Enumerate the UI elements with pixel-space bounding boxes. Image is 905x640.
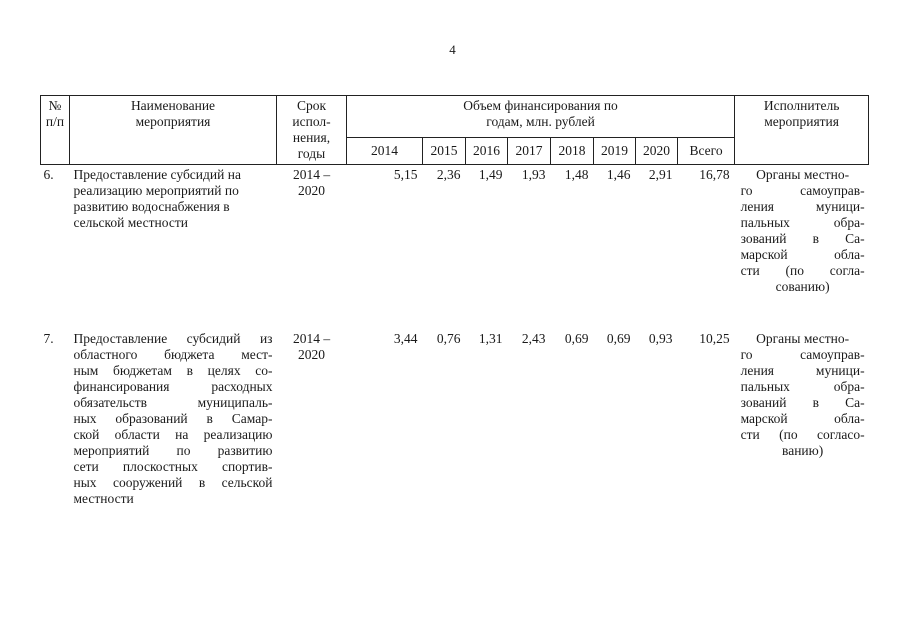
row-num: 6. bbox=[43, 167, 54, 182]
name-line: областного бюджета мест- bbox=[73, 347, 273, 362]
value-2019: 1,46 bbox=[606, 167, 631, 182]
value-2014: 3,44 bbox=[393, 331, 418, 346]
header-executor: Исполнитель мероприятия bbox=[735, 96, 869, 165]
value-2014: 5,15 bbox=[393, 167, 418, 182]
value-2018: 0,69 bbox=[564, 331, 589, 346]
name-line: ных сооружений в сельской bbox=[73, 475, 273, 490]
name-line: ных образований в Самар- bbox=[73, 411, 273, 426]
value-2017: 1,93 bbox=[521, 167, 546, 182]
name-line: ным бюджетам в целях со- bbox=[73, 363, 273, 378]
value-2020: 2,91 bbox=[648, 167, 673, 182]
header-total: Всего bbox=[678, 138, 735, 165]
executor-line: сти (по согла- bbox=[740, 263, 865, 278]
executor-line: ления муници- bbox=[740, 363, 865, 378]
value-2015: 0,76 bbox=[436, 331, 461, 346]
value-2017: 2,43 bbox=[521, 331, 546, 346]
executor-line: сованию) bbox=[775, 279, 830, 294]
term-line: 2014 – bbox=[292, 331, 331, 346]
executor-line: пальных обра- bbox=[740, 379, 865, 394]
row-name bbox=[70, 317, 277, 531]
executor-line: го самоуправ- bbox=[740, 183, 865, 198]
header-year-2018: 2018 bbox=[551, 138, 594, 165]
executor-line: зований в Са- bbox=[740, 395, 865, 410]
executor-line: Органы местно- bbox=[756, 167, 850, 182]
name-line: Предоставление субсидий из bbox=[73, 331, 273, 346]
value-2016: 1,31 bbox=[478, 331, 503, 346]
term-line: 2020 bbox=[298, 183, 325, 198]
header-year-2020: 2020 bbox=[636, 138, 678, 165]
row-term bbox=[277, 317, 347, 531]
header-year-2017: 2017 bbox=[508, 138, 551, 165]
executor-line: сти (по согласо- bbox=[740, 427, 865, 442]
value-2020: 0,93 bbox=[648, 331, 673, 346]
term-line: 2020 bbox=[298, 347, 325, 362]
row-name bbox=[70, 165, 277, 318]
name-line: сельской местности bbox=[73, 215, 188, 230]
executor-line: зований в Са- bbox=[740, 231, 865, 246]
executor-line: ления муници- bbox=[740, 199, 865, 214]
executor-line: ванию) bbox=[782, 443, 824, 458]
executor-line: Органы местно- bbox=[756, 331, 850, 346]
header-row bbox=[41, 96, 869, 138]
row-executor bbox=[735, 317, 869, 531]
name-line: местности bbox=[73, 491, 134, 506]
value-2016: 1,49 bbox=[478, 167, 503, 182]
executor-line: марской обла- bbox=[740, 247, 865, 262]
page-number: 4 bbox=[449, 42, 456, 57]
name-line: развитию водоснабжения в bbox=[73, 199, 230, 214]
header-year-2019: 2019 bbox=[594, 138, 636, 165]
executor-line: марской обла- bbox=[740, 411, 865, 426]
name-line: ской области на реализацию bbox=[73, 427, 273, 442]
executor-line: го самоуправ- bbox=[740, 347, 865, 362]
row-num: 7. bbox=[43, 331, 54, 346]
name-line: Предоставление субсидий на bbox=[73, 167, 241, 182]
value-2015: 2,36 bbox=[436, 167, 461, 182]
row-executor bbox=[735, 165, 869, 318]
funding-table bbox=[40, 95, 869, 531]
value-total: 10,25 bbox=[699, 331, 730, 346]
name-line: обязательств муниципаль- bbox=[73, 395, 273, 410]
header-num: № п/п bbox=[41, 96, 70, 165]
row-term bbox=[277, 165, 347, 318]
header-year-2016: 2016 bbox=[466, 138, 508, 165]
name-line: финансирования расходных bbox=[73, 379, 273, 394]
header-funding: Объем финансирования по годам, млн. рублей bbox=[347, 96, 735, 138]
name-line: сети плоскостных спортив- bbox=[73, 459, 273, 474]
value-2018: 1,48 bbox=[564, 167, 589, 182]
table-row bbox=[41, 165, 869, 318]
header-year-2015: 2015 bbox=[423, 138, 466, 165]
header-year-2014: 2014 bbox=[347, 138, 423, 165]
header-term: Срок испол-нения, годы bbox=[277, 96, 347, 165]
value-2019: 0,69 bbox=[606, 331, 631, 346]
executor-line: пальных обра- bbox=[740, 215, 865, 230]
name-line: реализацию мероприятий по bbox=[73, 183, 239, 198]
value-total: 16,78 bbox=[699, 167, 730, 182]
name-line: мероприятий по развитию bbox=[73, 443, 273, 458]
header-name: Наименование мероприятия bbox=[70, 96, 277, 165]
table-row bbox=[41, 317, 869, 531]
term-line: 2014 – bbox=[292, 167, 331, 182]
